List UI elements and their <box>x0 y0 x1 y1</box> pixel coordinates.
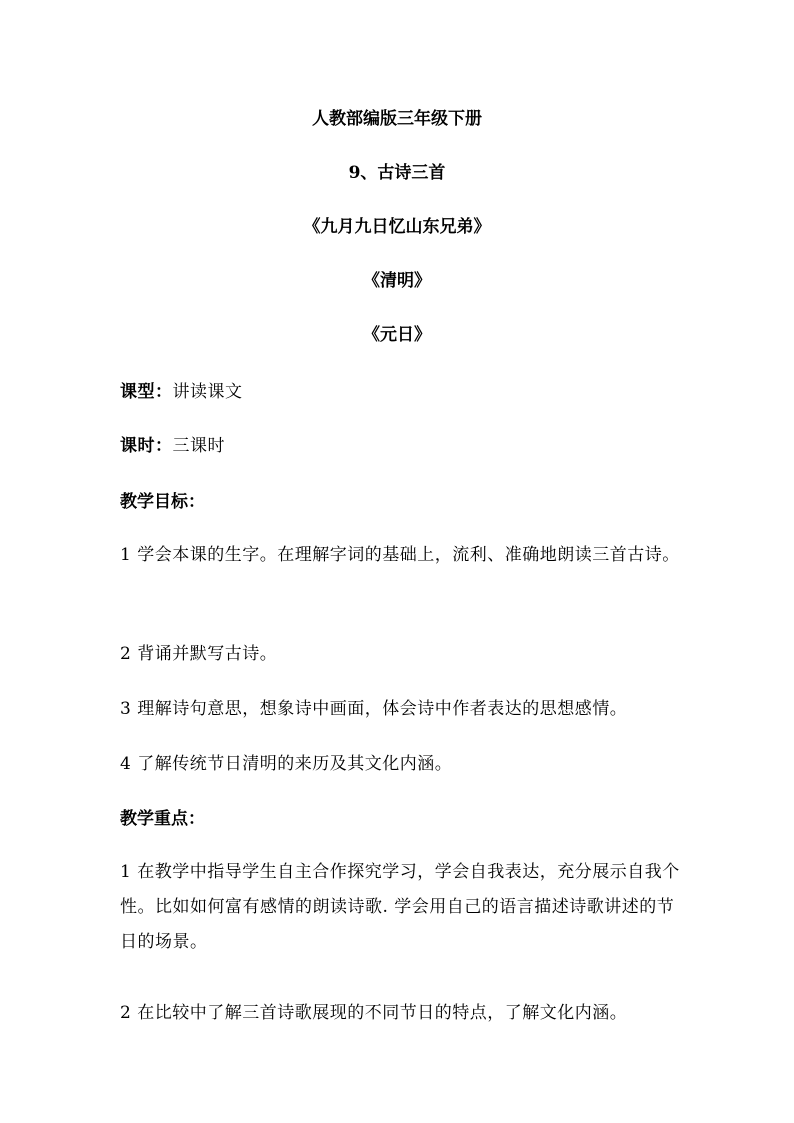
lesson-title: 9、古诗三首 <box>348 163 446 183</box>
goal-item-3: 3 理解诗句意思，想象诗中画面，体会诗中作者表达的思想感情。 <box>120 699 628 719</box>
goal-item-1: 1 学会本课的生字。在理解字词的基础上，流利、准确地朗读三首古诗。 <box>120 545 680 565</box>
lesson-type-label: 课型： <box>120 382 173 402</box>
lesson-type-value: 讲读课文 <box>172 382 243 402</box>
lesson-type <box>120 375 686 410</box>
lesson-hours-value: 三课时 <box>172 436 225 456</box>
lesson-hours <box>120 429 686 464</box>
focus-heading: 教学重点： <box>120 809 205 829</box>
focus-item-1: 1 在教学中指导学生自主合作探究学习，学会自我表达，充分展示自我个性。比如如何富有感情的朗读诗歌. 学会用自己的语言描述诗歌讲述的节日的场景。 <box>120 862 680 952</box>
edition-title: 人教部编版三年级下册 <box>312 109 482 129</box>
lesson-hours-label: 课时： <box>120 436 173 456</box>
poem-title-2: 《清明》 <box>363 271 431 291</box>
goal-item-4: 4 了解传统节日清明的来历及其文化内涵。 <box>120 754 453 774</box>
poem-title-1: 《九月九日忆山东兄弟》 <box>303 217 491 237</box>
goals-heading: 教学目标： <box>120 492 205 512</box>
focus-item-2: 2 在比较中了解三首诗歌展现的不同节日的特点，了解文化内涵。 <box>120 1003 628 1023</box>
goal-item-2: 2 背诵并默写古诗。 <box>120 644 278 664</box>
poem-title-3: 《元日》 <box>363 325 431 345</box>
